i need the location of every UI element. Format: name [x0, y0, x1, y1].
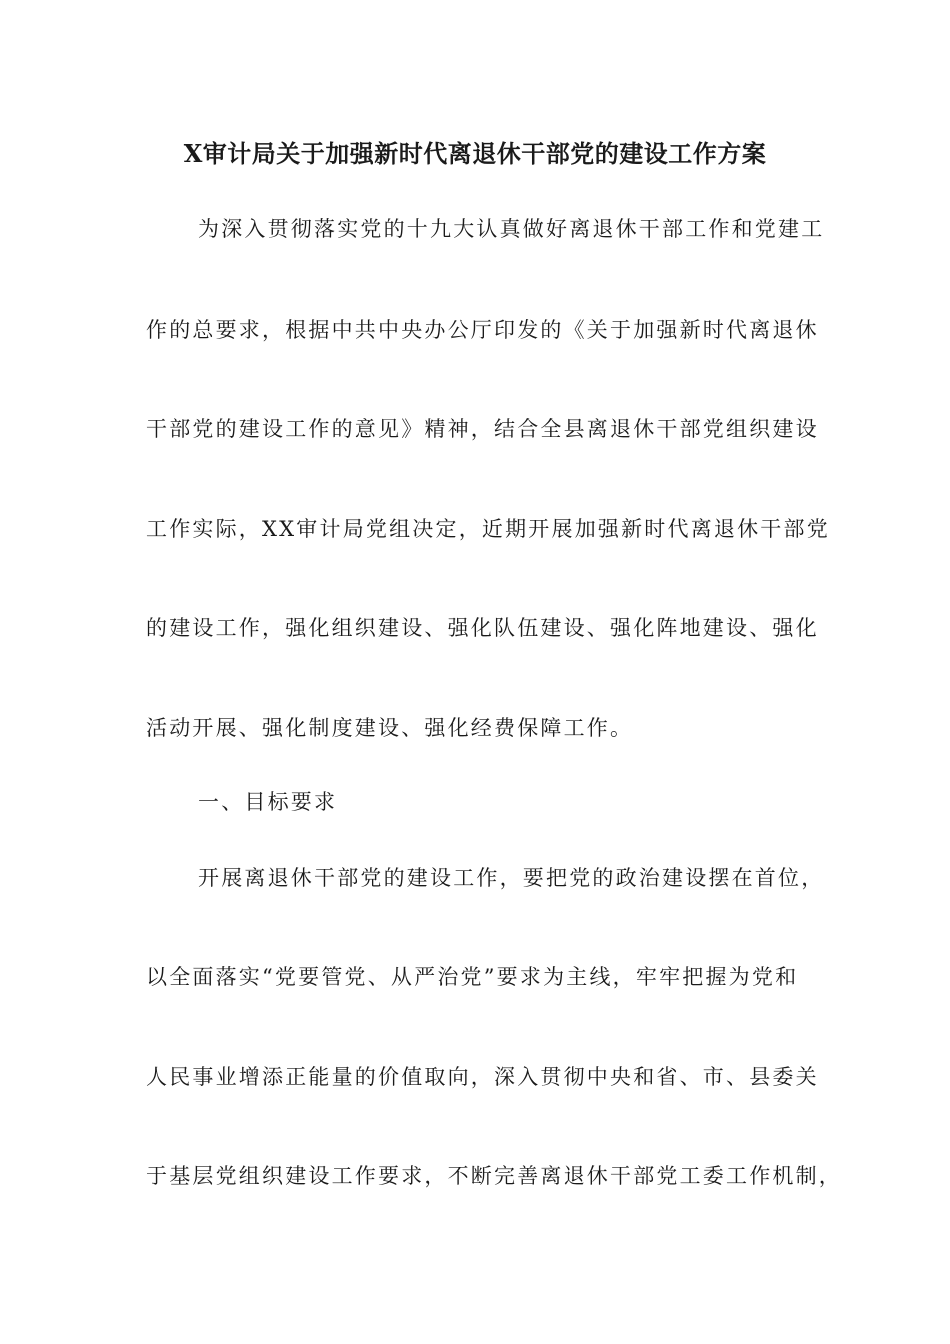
section-heading: 一、目标要求 — [198, 790, 338, 814]
paragraph-line: 以全面落实“党要管党、从严治党”要求为主线，牢牢把握为党和 — [146, 965, 799, 989]
document-title: X审计局关于加强新时代离退休干部党的建设工作方案 — [183, 139, 767, 168]
paragraph-line: 人民事业增添正能量的价值取向，深入贯彻中央和省、市、县委关 — [146, 1065, 819, 1089]
paragraph-line: 于基层党组织建设工作要求，不断完善离退休干部党工委工作机制， — [146, 1164, 842, 1188]
paragraph-line: 活动开展、强化制度建设、强化经费保障工作。 — [146, 716, 634, 740]
paragraph-line: 开展离退休干部党的建设工作，要把党的政治建设摆在首位， — [198, 866, 825, 890]
paragraph-line: 作的总要求，根据中共中央办公厅印发的《关于加强新时代离退休 — [146, 318, 819, 342]
paragraph-line: 工作实际，XX审计局党组决定，近期开展加强新时代离退休干部党 — [146, 517, 830, 541]
paragraph-line: 干部党的建设工作的意见》精神，结合全县离退休干部党组织建设 — [146, 417, 819, 441]
paragraph-line: 为深入贯彻落实党的十九大认真做好离退休干部工作和党建工 — [198, 217, 825, 241]
paragraph-line: 的建设工作，强化组织建设、强化队伍建设、强化阵地建设、强化 — [146, 616, 819, 640]
